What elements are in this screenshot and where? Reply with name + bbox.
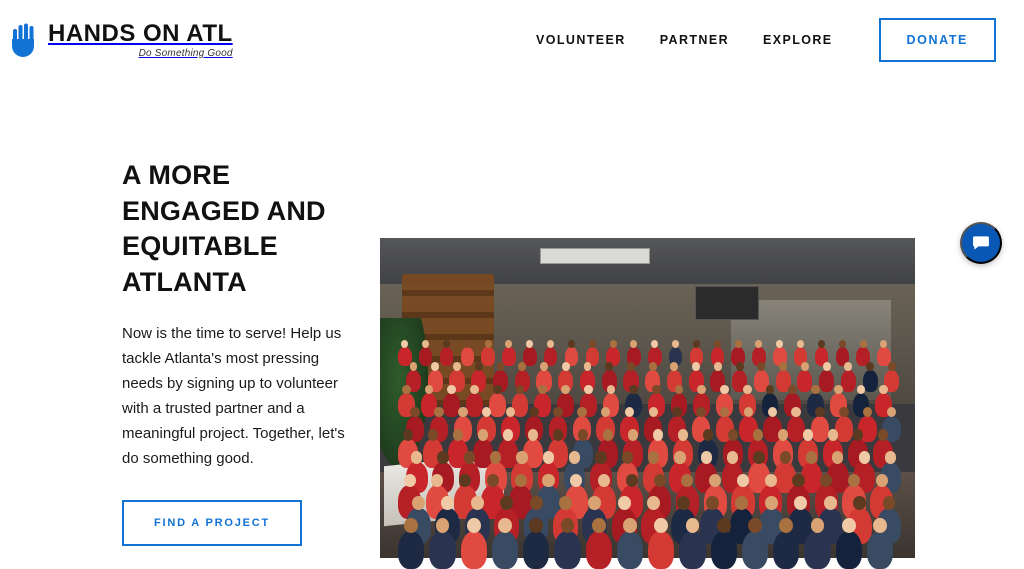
main-nav: [536, 18, 996, 62]
nav-item-explore[interactable]: EXPLORE: [763, 33, 833, 47]
brand-logo[interactable]: [10, 19, 233, 59]
hero-description: Now is the time to serve! Help us tackle Atlanta's most pressing needs by signing up to volunteer with a trusted partner and a meaningful project. Together, let's do something good.: [122, 324, 345, 468]
page-title: A MORE ENGAGED AND EQUITABLE ATLANTA: [122, 160, 326, 297]
hero-copy: [0, 158, 360, 546]
hero-section: [0, 80, 1024, 546]
volunteer-group-photo: [380, 238, 915, 558]
brand-tagline: Do Something Good: [138, 47, 233, 59]
brand-name: HANDS ON ATL: [48, 19, 233, 47]
find-a-project-button[interactable]: FIND A PROJECT: [122, 500, 302, 546]
nav-item-partner[interactable]: PARTNER: [659, 33, 729, 47]
chat-widget-button[interactable]: [960, 222, 1002, 264]
hand-print-icon: [10, 23, 40, 57]
donate-button[interactable]: DONATE: [879, 18, 996, 62]
nav-item-volunteer[interactable]: VOLUNTEER: [536, 33, 626, 47]
site-header: [0, 0, 1024, 80]
hero-image: [380, 238, 915, 558]
chat-bubble-icon: [971, 233, 991, 253]
